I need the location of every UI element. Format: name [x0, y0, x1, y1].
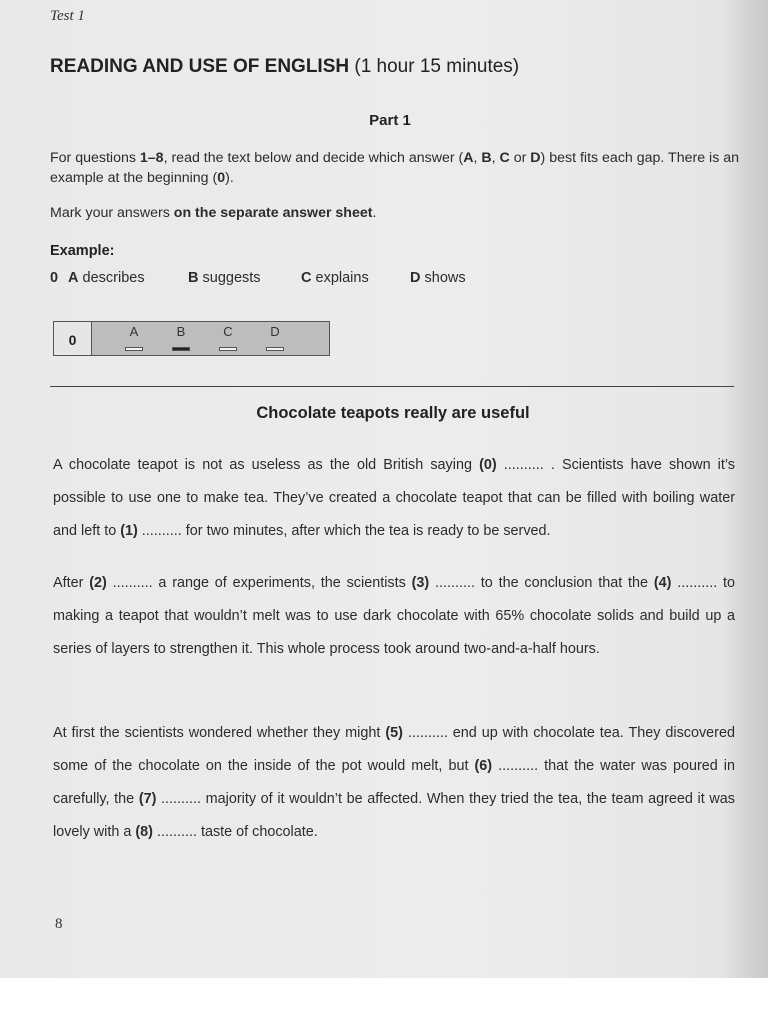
answer-grid-letter-a: A	[129, 324, 139, 339]
option-letter: C	[301, 270, 312, 286]
answer-bubble-a	[125, 347, 143, 351]
instr-letter: C	[499, 150, 510, 166]
answer-grid-letter-c: C	[223, 324, 233, 339]
example-label: Example:	[50, 243, 115, 259]
instr-text: ).	[225, 170, 234, 186]
option-word: shows	[424, 270, 466, 286]
paragraph-text: After	[53, 575, 90, 591]
section-duration: (1 hour 15 minutes)	[354, 56, 520, 77]
answer-grid-example	[53, 321, 330, 356]
instr-text: ,	[473, 150, 482, 166]
mark-emphasis: on the separate answer sheet	[173, 205, 373, 221]
paragraph-text: .......... that the water was poured in carefully, the	[53, 758, 735, 807]
instr-letter: D	[530, 150, 541, 166]
instr-text: For questions	[50, 150, 140, 166]
gap-number: (1)	[120, 523, 138, 539]
page-number: 8	[55, 916, 63, 932]
paragraph-text: .......... taste of chocolate.	[152, 824, 318, 840]
part-label: Part 1	[369, 112, 411, 129]
article-paragraph-3	[53, 717, 735, 849]
answer-bubble-d	[266, 347, 284, 351]
instr-text: ,	[491, 150, 500, 166]
gap-number: (5)	[385, 725, 403, 741]
paragraph-text: .......... majority of it wouldn’t be affected. When they tried the tea, the team agreed it was lovely with a	[53, 791, 735, 840]
example-option-d	[410, 270, 466, 286]
option-word: describes	[82, 270, 145, 286]
article-title: Chocolate teapots really are useful	[256, 404, 530, 422]
gap-number: (6)	[474, 758, 493, 774]
section-title	[50, 56, 519, 78]
paragraph-text: .......... for two minutes, after which the tea is ready to be served.	[137, 523, 551, 539]
paragraph-text: .......... . Scientists have shown it’s possible to use one to make tea. They’ve created a chocolate teapot that can be filled with boiling water and left to	[53, 457, 735, 539]
answer-grid-number: 0	[54, 322, 92, 355]
test-label: Test 1	[50, 8, 85, 24]
answer-bubble-c	[219, 347, 237, 351]
paragraph-text: At first the scientists wondered whether they might	[53, 725, 386, 741]
mark-text: .	[372, 205, 377, 221]
example-number: 0	[50, 270, 59, 286]
paragraph-text: A chocolate teapot is not as useless as the old British saying	[53, 457, 480, 473]
gap-number: (3)	[411, 575, 430, 591]
divider-line	[50, 386, 734, 387]
article-paragraph-2	[53, 567, 735, 666]
option-letter: D	[410, 270, 421, 286]
answer-bubble-b	[172, 347, 190, 351]
instr-text: or	[509, 150, 531, 166]
instr-text: , read the text below and decide which answer (	[163, 150, 464, 166]
example-option-c	[301, 270, 369, 286]
mark-instruction	[50, 205, 376, 221]
answer-grid-letter-b: B	[176, 324, 186, 339]
gap-number: (7)	[138, 791, 157, 807]
instr-letter: A	[463, 150, 474, 166]
gap-number: (8)	[135, 824, 153, 840]
paragraph-text: .......... to the conclusion that the	[429, 575, 654, 591]
option-letter: B	[188, 270, 199, 286]
paragraph-text: .......... end up with chocolate tea. They discovered some of the chocolate on the inside of the pot would melt, but	[53, 725, 735, 774]
option-word: explains	[315, 270, 369, 286]
gap-number: (4)	[653, 575, 672, 591]
instr-text: ) best fits each gap. There is an example at the beginning (	[50, 150, 740, 186]
instructions	[50, 148, 750, 188]
paragraph-text: .......... a range of experiments, the scientists	[106, 575, 412, 591]
option-letter: A	[68, 270, 79, 286]
mark-text: Mark your answers	[50, 205, 174, 221]
instr-range: 1–8	[139, 150, 164, 166]
example-option-a	[68, 270, 145, 286]
answer-grid-letter-d: D	[270, 324, 280, 339]
gap-number: (2)	[89, 575, 107, 591]
instr-zero: 0	[217, 170, 226, 186]
instr-letter: B	[481, 150, 492, 166]
gap-number: (0)	[479, 457, 497, 473]
section-title-text: READING AND USE OF ENGLISH	[50, 56, 350, 77]
paragraph-text: .......... to making a teapot that wouldn’t melt was to use dark chocolate with 65% chocolate solids and build up a series of layers to strengthen it. This whole process took around two-and-a-half hours.	[53, 575, 736, 657]
article-paragraph-1	[53, 449, 735, 548]
option-word: suggests	[202, 270, 261, 286]
example-option-b	[188, 270, 261, 286]
